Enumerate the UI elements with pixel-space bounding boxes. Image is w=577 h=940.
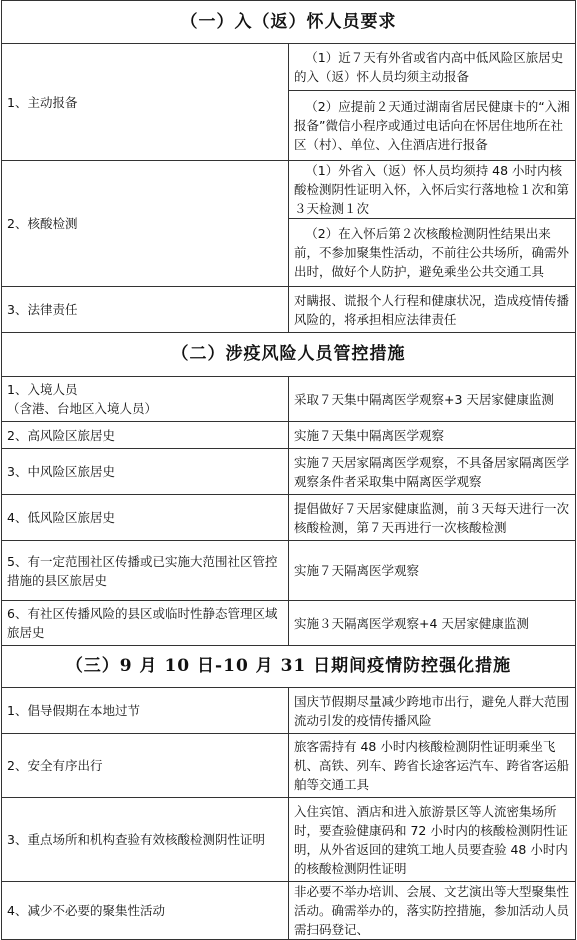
row-content: 实施７天居家隔离医学观察，不具备居家隔离医学观察条件者采取集中隔离医学观察 <box>289 449 576 495</box>
row-label <box>2 377 289 422</box>
row-label-line: （含港、台地区入境人员） <box>7 401 158 416</box>
row-label-line: 1、入境人员 <box>7 382 78 397</box>
row-label: 2、核酸检测 <box>2 161 289 287</box>
row-label: 3、中风险区旅居史 <box>2 449 289 495</box>
row-label: 2、高风险区旅居史 <box>2 422 289 449</box>
row-label: 3、重点场所和机构查验有效核酸检测阴性证明 <box>2 798 289 882</box>
row-content: （2）应提前２天通过湖南省居民健康卡的“入湘报备”微信小程序或通过电话向在怀居住地所在社区（村）、单位、入住酒店进行报备 <box>289 91 576 161</box>
row-content: 实施３天隔离医学观察+4 天居家健康监测 <box>289 601 576 646</box>
row-content: 国庆节假期尽量减少跨地市出行，避免人群大范围流动引发的疫情传播风险 <box>289 688 576 734</box>
row-content: （2）在入怀后第２次核酸检测阴性结果出来前，不参加聚集性活动，不前往公共场所，确需外出时，做好个人防护，避免乘坐公共交通工具 <box>289 219 576 287</box>
row-content: 对瞒报、谎报个人行程和健康状况，造成疫情传播风险的，将承担相应法律责任 <box>289 287 576 333</box>
row-content: 入住宾馆、酒店和进入旅游景区等人流密集场所时，要查验健康码和 72 小时内的核酸检测阴性证明，从外省返回的建筑工地人员要查验 48 小时内的核酸检测阴性证明 <box>289 798 576 882</box>
row-content: 实施７天隔离医学观察 <box>289 541 576 601</box>
section-title: （二）涉疫风险人员管控措施 <box>2 333 576 377</box>
row-content: （1）近７天有外省或省内高中低风险区旅居史的入（返）怀人员均须主动报备 <box>289 44 576 91</box>
row-label: 4、低风险区旅居史 <box>2 495 289 541</box>
row-label: 3、法律责任 <box>2 287 289 333</box>
row-content: 实施７天集中隔离医学观察 <box>289 422 576 449</box>
row-label: 1、主动报备 <box>2 44 289 161</box>
row-label: 2、安全有序出行 <box>2 734 289 798</box>
row-content: 非必要不举办培训、会展、文艺演出等大型聚集性活动。确需举办的，落实防控措施，参加活动人员需扫码登记、 <box>289 882 576 940</box>
policy-table <box>1 0 576 940</box>
row-content: 采取７天集中隔离医学观察+3 天居家健康监测 <box>289 377 576 422</box>
section-title: （一）入（返）怀人员要求 <box>2 1 576 44</box>
row-content: （1）外省入（返）怀人员均须持 48 小时内核酸检测阴性证明入怀，入怀后实行落地检１次和第３天检测１次 <box>289 161 576 219</box>
section-title: （三）9 月 10 日-10 月 31 日期间疫情防控强化措施 <box>2 646 576 688</box>
row-label: 5、有一定范围社区传播或已实施大范围社区管控措施的县区旅居史 <box>2 541 289 601</box>
row-label: 6、有社区传播风险的县区或临时性静态管理区域旅居史 <box>2 601 289 646</box>
row-content: 旅客需持有 48 小时内核酸检测阴性证明乘坐飞机、高铁、列车、跨省长途客运汽车、跨省客运船舶等交通工具 <box>289 734 576 798</box>
row-label: 1、倡导假期在本地过节 <box>2 688 289 734</box>
row-content: 提倡做好７天居家健康监测，前３天每天进行一次核酸检测，第７天再进行一次核酸检测 <box>289 495 576 541</box>
row-label: 4、减少不必要的聚集性活动 <box>2 882 289 940</box>
